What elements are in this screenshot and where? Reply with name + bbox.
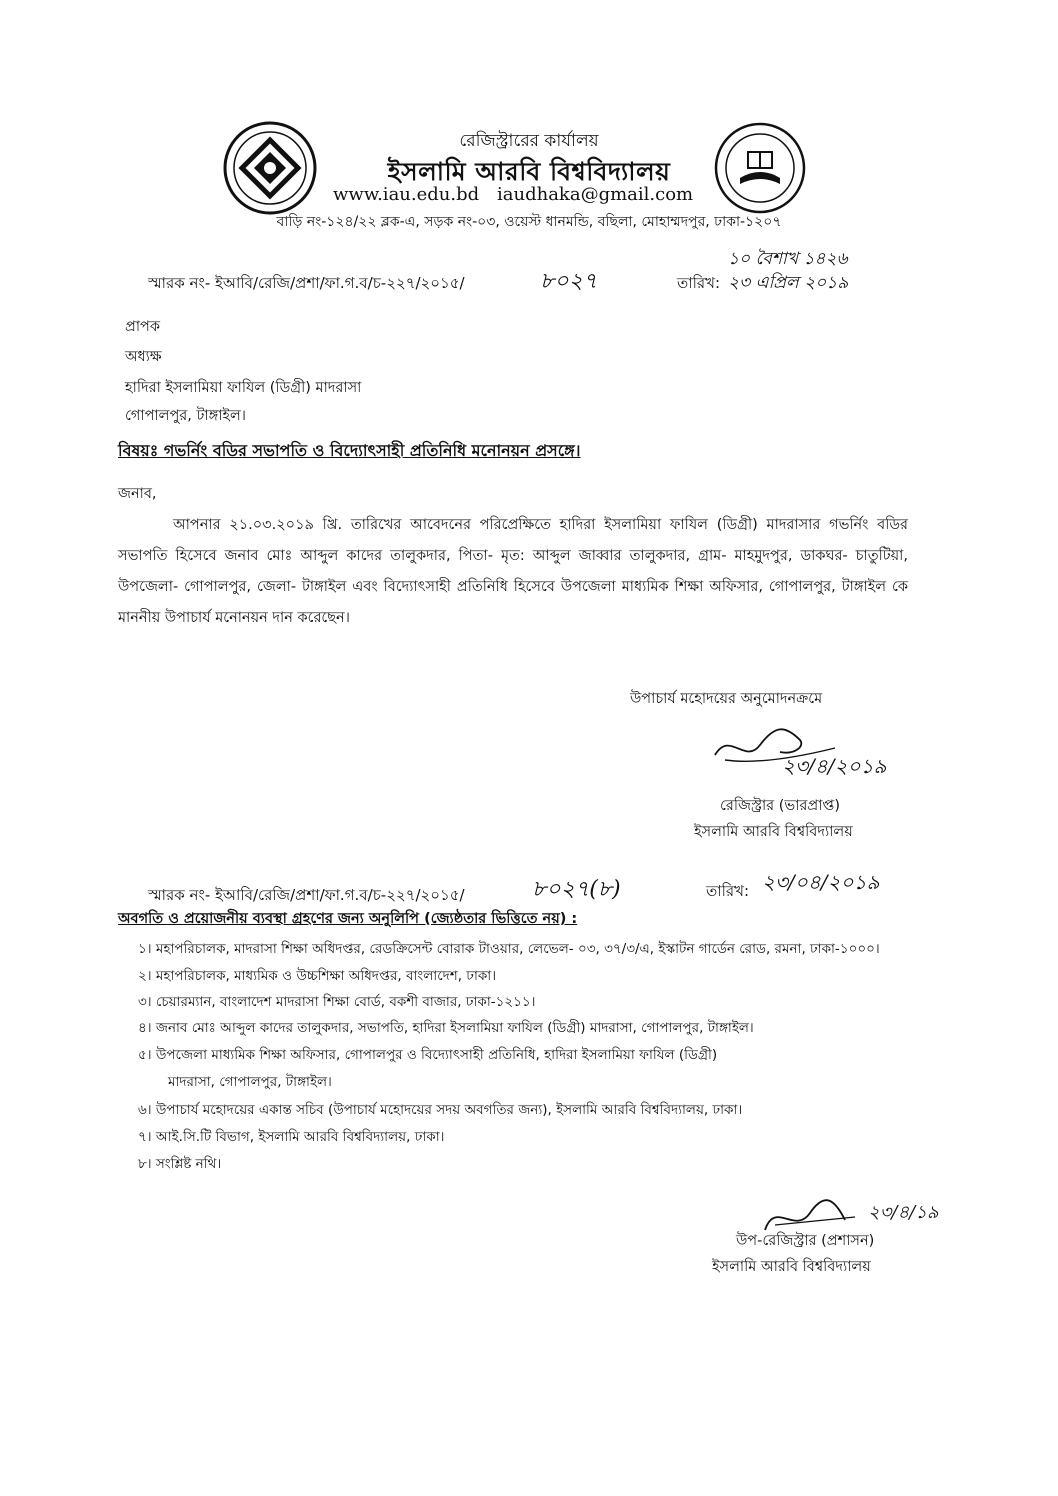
date-bangla: ১০ বৈশাখ ১৪২৬ (728, 249, 848, 269)
date-label: তারিখ: (677, 274, 721, 292)
cc-item: ৬। উপাচার্য মহোদয়ের একান্ত সচিব (উপাচার্য মহোদয়ের সদয় অবগতির জন্য), ইসলামি আরবি বিশ্ববিদ্যালয়, ঢাকা। (138, 1102, 743, 1118)
recipient-institution: হাদিরা ইসলামিয়া ফাযিল (ডিগ্রী) মাদরাসা (125, 380, 362, 396)
circular-seal-icon (710, 118, 810, 218)
cc-item: ৮। সংশ্লিষ্ট নথি। (138, 1156, 222, 1172)
approval-note: উপাচার্য মহোদয়ের অনুমোদনক্রমে (630, 691, 823, 707)
salutation: জনাব, (118, 486, 157, 502)
website-text: www.iau.edu.bd (333, 184, 480, 205)
cc-item: ৩। চেয়ারম্যান, বাংলাদেশ মাদরাসা শিক্ষা বোর্ড, বকশী বাজার, ঢাকা-১২১১। (138, 994, 536, 1010)
recipient-location: গোপালপুর, টাঙ্গাইল। (125, 408, 246, 424)
memo2-number: স্মারক নং- ইআবি/রেজি/প্রশা/ফা.গ.ব/চ-২২৭/২০১৫/ (148, 886, 465, 904)
university-seal-icon (220, 118, 320, 218)
signatory2-org: ইসলামি আরবি বিশ্ববিদ্যালয় (712, 1259, 871, 1275)
memo-number-handwritten: ৮০২৭ (540, 269, 598, 294)
cc-item: ৫। উপজেলা মাধ্যমিক শিক্ষা অফিসার, গোপালপুর ও বিদ্যোৎসাহী প্রতিনিধি, হাদিরা ইসলামিয়া ফাযিল (ডিগ্রী) (138, 1047, 718, 1063)
university-name: ইসলামি আরবি বিশ্ববিদ্যালয় (387, 157, 671, 186)
memo2-date-handwritten: ২৩/০৪/২০১৯ (762, 870, 880, 894)
signature-date: ২৩/৪/২০১৯ (782, 754, 887, 778)
memo-number: স্মারক নং- ইআবি/রেজি/প্রশা/ফা.গ.ব/চ-২২৭/২০১৫/ (148, 274, 465, 292)
cc-title: অবগতি ও প্রয়োজনীয় ব্যবস্থা গ্রহণের জন্য অনুলিপি (জ্যেষ্ঠতার ভিত্তিতে নয়) : (118, 911, 578, 927)
signatory2-title: উপ-রেজিস্ট্রার (প্রশাসন) (736, 1233, 875, 1249)
cc-item: ৭। আই.সি.টি বিভাগ, ইসলামি আরবি বিশ্ববিদ্যালয়, ঢাকা। (138, 1129, 445, 1145)
signatory-org: ইসলামি আরবি বিশ্ববিদ্যালয় (694, 824, 853, 840)
cc-item-continuation: মাদরাসা, গোপালপুর, টাঙ্গাইল। (168, 1074, 332, 1090)
memo2-number-handwritten: ৮০২৭(৮) (532, 877, 621, 902)
address-line: বাড়ি নং-১২৪/২২ ব্লক-এ, সড়ক নং-০৩, ওয়েস্ট ধানমন্ডি, বছিলা, মোহাম্মদপুর, ঢাকা-১২০৭ (276, 214, 782, 230)
date-english: ২৩ এপ্রিল ২০১৯ (728, 273, 849, 293)
cc-item: ১। মহাপরিচালক, মাদরাসা শিক্ষা অধিদপ্তর, রেডক্রিসেন্ট বোরাক টাওয়ার, লেভেল- ০৩, ৩৭/৩/এ, ইস্কাটন গার্ডেন রোড, রমনা, ঢাকা-১০০০। (138, 941, 880, 957)
office-name: রেজিস্ট্রারের কার্যালয় (459, 131, 599, 151)
subject-line: বিষয়ঃ গভর্নিং বডির সভাপতি ও বিদ্যোৎসাহী প্রতিনিধি মনোনয়ন প্রসঙ্গে। (118, 441, 581, 460)
cc-item: ২। মহাপরিচালক, মাধ্যমিক ও উচ্চশিক্ষা অধিদপ্তর, বাংলাদেশ, ঢাকা। (138, 968, 497, 984)
cc-item: ৪। জনাব মোঃ আব্দুল কাদের তালুকদার, সভাপতি, হাদিরা ইসলামিয়া ফাযিল (ডিগ্রী) মাদরাসা, গোপালপুর, টাঙ্গাইল। (138, 1020, 754, 1036)
signature-date: ২৩/৪/১৯ (868, 1202, 939, 1223)
signatory-title: রেজিস্ট্রার (ভারপ্রাপ্ত) (720, 798, 841, 814)
recipient-title: অধ্যক্ষ (125, 349, 162, 365)
memo2-date-label: তারিখ: (706, 882, 750, 900)
letter-body: আপনার ২১.০৩.২০১৯ খ্রি. তারিখের আবেদনের পরিপ্রেক্ষিতে হাদিরা ইসলামিয়া ফাযিল (ডিগ্রী) মাদরাসার গভর্নিং বডির সভাপতি হিসেবে জনাব মোঃ আব্দুল কাদের তালুকদার, পিতা- মৃত: আব্দুল জাব্বার তালুকদার, গ্রাম- মাহমুদপুর, ডাকঘর- চাতুটিয়া, উপজেলা- গোপালপুর, জেলা- টাঙ্গাইল এবং বিদ্যোৎসাহী প্রতিনিধি হিসেবে উপজেলা মাধ্যমিক শিক্ষা অফিসার, গোপালপুর, টাঙ্গাইল কে মাননীয় উপাচার্য মনোনয়ন দান করেছেন। (118, 517, 908, 626)
recipient-label: প্রাপক (125, 319, 161, 335)
email-text: iaudhaka@gmail.com (497, 184, 694, 205)
